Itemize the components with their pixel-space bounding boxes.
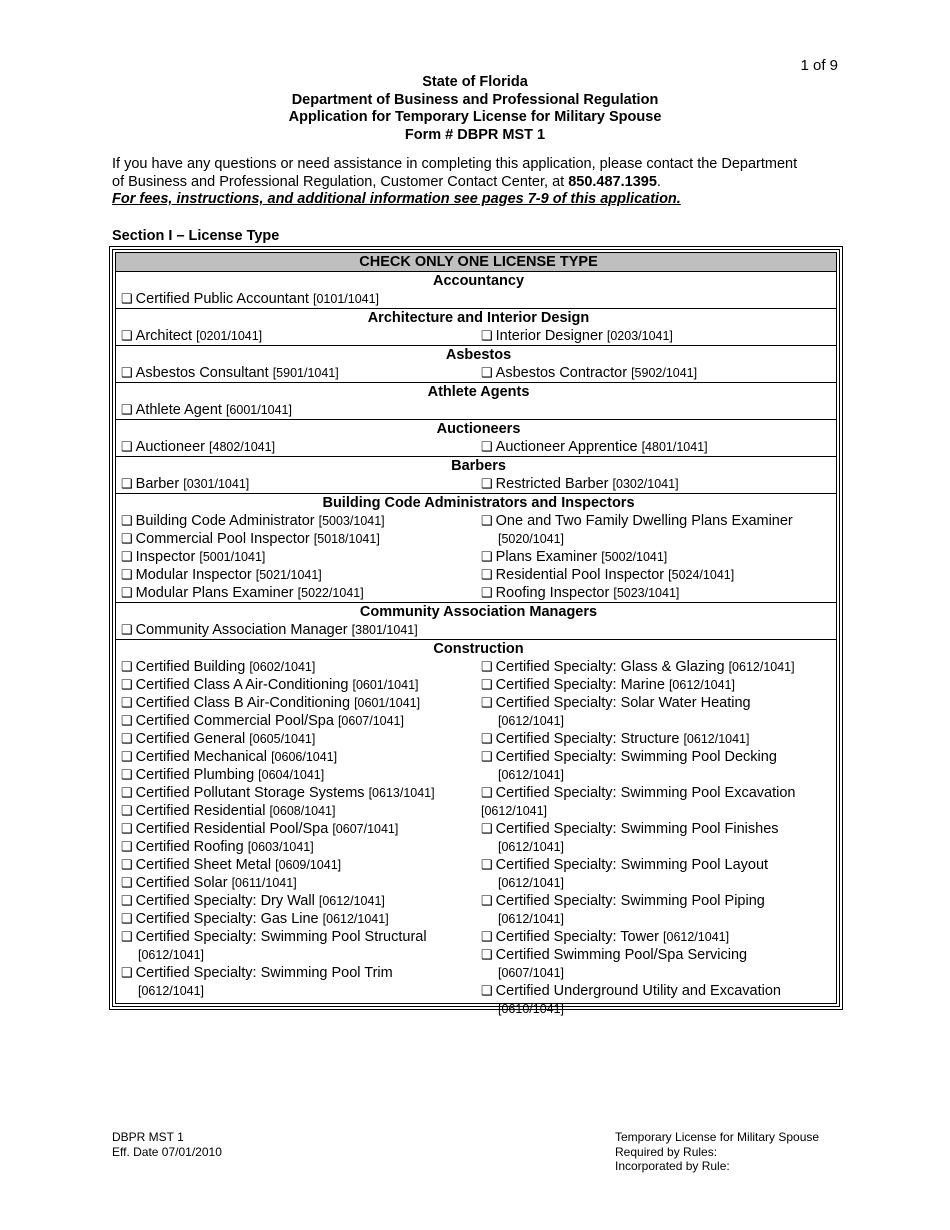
license-option[interactable]	[121, 548, 476, 566]
header-form-number: Form # DBPR MST 1	[404, 126, 546, 143]
license-code: [0601/1041]	[354, 696, 421, 710]
license-type-box	[109, 246, 843, 1016]
category-title: Construction	[116, 640, 836, 659]
license-option-label: Certified Specialty: Structure	[495, 731, 680, 747]
checkbox-icon[interactable]: ❑	[121, 659, 133, 674]
license-option-label: Certified General	[135, 731, 246, 747]
license-code: [0612/1041]	[683, 732, 750, 746]
footer-form-id: DBPR MST 1	[112, 1130, 184, 1144]
license-option-label: Certified Underground Utility and Excavation	[495, 983, 781, 999]
license-option[interactable]	[121, 820, 476, 838]
license-option[interactable]	[121, 401, 476, 419]
license-code: [0608/1041]	[269, 804, 336, 818]
checkbox-icon[interactable]: ❑	[121, 513, 133, 528]
license-option[interactable]	[121, 748, 476, 766]
license-option[interactable]	[481, 892, 836, 928]
right-column	[476, 438, 836, 457]
license-option[interactable]	[481, 327, 836, 345]
license-option-label: Residential Pool Inspector	[495, 567, 665, 583]
checkbox-icon[interactable]: ❑	[121, 893, 133, 908]
license-option[interactable]	[121, 766, 476, 784]
footer-right	[615, 1130, 819, 1174]
checkbox-icon[interactable]: ❑	[481, 659, 493, 674]
license-option[interactable]	[121, 784, 476, 802]
license-option[interactable]	[121, 856, 476, 874]
license-option[interactable]	[481, 856, 836, 892]
license-option[interactable]	[481, 548, 836, 566]
license-option-label: Certified Specialty: Marine	[495, 677, 665, 693]
checkbox-icon[interactable]: ❑	[121, 785, 133, 800]
license-option-label: Certified Swimming Pool/Spa Servicing	[495, 947, 748, 963]
left-column	[116, 401, 476, 420]
license-option-label: Commercial Pool Inspector	[135, 531, 310, 547]
license-code: [5020/1041]	[498, 532, 565, 546]
left-column	[116, 438, 476, 457]
license-code: [0301/1041]	[183, 477, 250, 491]
license-code: [5003/1041]	[318, 514, 385, 528]
license-option-label: Certified Class B Air-Conditioning	[135, 695, 351, 711]
left-column	[116, 327, 476, 346]
checkbox-icon[interactable]: ❑	[121, 749, 133, 764]
checkbox-icon[interactable]: ❑	[121, 875, 133, 890]
license-option-label: Certified Class A Air-Conditioning	[135, 677, 349, 693]
license-code: [0606/1041]	[271, 750, 338, 764]
checkbox-icon[interactable]: ❑	[121, 328, 133, 343]
license-code: [0611/1041]	[231, 876, 297, 890]
license-option-label: Certified Specialty: Gas Line	[135, 911, 319, 927]
checkbox-icon[interactable]: ❑	[481, 947, 493, 962]
intro-period: .	[656, 173, 661, 190]
right-column	[476, 512, 836, 603]
license-option[interactable]	[121, 712, 476, 730]
license-option-label: Certified Specialty: Swimming Pool Layout	[495, 857, 769, 873]
right-column	[476, 290, 836, 309]
footer-required-rules: Required by Rules:	[615, 1144, 718, 1159]
left-column	[116, 475, 476, 494]
license-code: [3801/1041]	[351, 623, 418, 637]
license-type-table	[116, 253, 836, 1018]
license-code: [0603/1041]	[247, 840, 314, 854]
license-option[interactable]	[121, 730, 476, 748]
fees-note: For fees, instructions, and additional information see pages 7-9 of this application.	[112, 191, 681, 207]
license-code: [5002/1041]	[601, 550, 668, 564]
checkbox-icon[interactable]: ❑	[481, 549, 493, 564]
license-code: [0612/1041]	[318, 894, 385, 908]
license-option-label: Certified Specialty: Swimming Pool Piping	[495, 893, 765, 909]
footer-incorporated-rule: Incorporated by Rule:	[615, 1159, 730, 1173]
header-department: Department of Business and Professional Regulation	[291, 91, 659, 108]
checkbox-icon[interactable]: ❑	[481, 439, 493, 454]
license-option[interactable]	[121, 566, 476, 584]
checkbox-icon[interactable]: ❑	[481, 857, 493, 872]
category-title: Community Association Managers	[116, 603, 836, 622]
license-option-label: Certified Specialty: Swimming Pool Trim	[135, 965, 393, 981]
license-code: [0612/1041]	[481, 804, 548, 818]
checkbox-icon[interactable]: ❑	[121, 567, 133, 582]
license-code: [5901/1041]	[272, 366, 339, 380]
page-number: 1 of 9	[800, 57, 838, 74]
license-option-label: Certified Specialty: Swimming Pool Finishes	[495, 821, 779, 837]
license-option[interactable]	[121, 838, 476, 856]
license-option[interactable]	[121, 928, 476, 964]
right-column	[476, 401, 836, 420]
license-option-label: Certified Specialty: Glass & Glazing	[495, 659, 725, 675]
license-option[interactable]	[121, 964, 476, 1000]
license-code: [0604/1041]	[258, 768, 325, 782]
license-code: [0201/1041]	[196, 329, 263, 343]
checkbox-icon[interactable]: ❑	[121, 929, 133, 944]
license-code: [0613/1041]	[368, 786, 435, 800]
license-code: [0610/1041]	[498, 1002, 565, 1016]
license-code: [5024/1041]	[668, 568, 735, 582]
license-code: [5001/1041]	[199, 550, 266, 564]
license-code: [0601/1041]	[352, 678, 419, 692]
license-code: [0612/1041]	[138, 948, 205, 962]
checkbox-icon[interactable]: ❑	[121, 585, 133, 600]
license-option-label: Certified Roofing	[135, 839, 244, 855]
checkbox-icon[interactable]: ❑	[481, 893, 493, 908]
license-option[interactable]	[481, 438, 836, 456]
checkbox-icon[interactable]: ❑	[481, 476, 493, 491]
license-code: [0612/1041]	[138, 984, 205, 998]
left-column	[116, 658, 476, 1018]
license-option-label: Plans Examiner	[495, 549, 598, 565]
license-code: [0612/1041]	[498, 912, 565, 926]
left-column	[116, 290, 476, 309]
license-option-label: Building Code Administrator	[135, 513, 315, 529]
left-column	[116, 512, 476, 603]
license-code: [0612/1041]	[728, 660, 795, 674]
license-code: [0203/1041]	[606, 329, 673, 343]
license-option[interactable]	[121, 327, 476, 345]
license-code: [0101/1041]	[312, 292, 380, 306]
category-title: Accountancy	[116, 272, 836, 291]
license-option-label: Auctioneer Apprentice	[495, 439, 638, 455]
license-code: [0302/1041]	[612, 477, 679, 491]
license-code: [0612/1041]	[322, 912, 389, 926]
checkbox-icon[interactable]: ❑	[481, 567, 493, 582]
table-header: CHECK ONLY ONE LICENSE TYPE	[116, 253, 836, 272]
license-option[interactable]	[481, 566, 836, 584]
license-option[interactable]	[121, 892, 476, 910]
license-code: [5022/1041]	[297, 586, 364, 600]
license-option-label: Certified Specialty: Dry Wall	[135, 893, 315, 909]
checkbox-icon[interactable]: ❑	[481, 983, 493, 998]
license-option-label: Certified Specialty: Solar Water Heating	[495, 695, 751, 711]
license-code: [0607/1041]	[332, 822, 399, 836]
license-code: [0612/1041]	[498, 840, 565, 854]
license-option[interactable]	[481, 748, 836, 784]
license-option-label: Community Association Manager	[135, 622, 348, 638]
intro-paragraph	[112, 156, 812, 209]
license-option-label: Modular Plans Examiner	[135, 585, 294, 601]
license-option-label: Certified Specialty: Swimming Pool Decking	[495, 749, 777, 765]
header-state: State of Florida	[422, 74, 528, 90]
license-option[interactable]	[481, 820, 836, 856]
checkbox-icon[interactable]: ❑	[121, 713, 133, 728]
license-code: [0607/1041]	[498, 966, 565, 980]
checkbox-icon[interactable]: ❑	[481, 749, 493, 764]
footer-eff-date: Eff. Date 07/01/2010	[112, 1144, 222, 1159]
checkbox-icon[interactable]: ❑	[121, 439, 133, 454]
license-code: [0605/1041]	[249, 732, 316, 746]
license-option[interactable]	[481, 784, 836, 820]
checkbox-icon[interactable]: ❑	[121, 695, 133, 710]
license-option[interactable]	[121, 584, 476, 602]
license-option-label: Certified Residential Pool/Spa	[135, 821, 329, 837]
license-option[interactable]	[481, 364, 836, 382]
checkbox-icon[interactable]: ❑	[121, 476, 133, 491]
license-option[interactable]	[481, 946, 836, 982]
license-option[interactable]	[121, 290, 476, 308]
checkbox-icon[interactable]: ❑	[481, 785, 493, 800]
license-code: [5018/1041]	[313, 532, 380, 546]
license-code: [4801/1041]	[641, 440, 708, 454]
category-title: Asbestos	[116, 346, 836, 365]
checkbox-icon[interactable]: ❑	[481, 731, 493, 746]
license-option-label: Restricted Barber	[495, 476, 609, 492]
license-option-label: Certified Sheet Metal	[135, 857, 276, 873]
license-option[interactable]	[121, 802, 476, 820]
right-column	[476, 658, 836, 1018]
checkbox-icon[interactable]: ❑	[121, 767, 133, 782]
license-option-label: Athlete Agent	[135, 402, 222, 418]
license-code: [0612/1041]	[663, 930, 730, 944]
license-option[interactable]	[121, 910, 476, 928]
license-option[interactable]	[481, 584, 836, 602]
license-option[interactable]	[481, 928, 836, 946]
checkbox-icon[interactable]: ❑	[121, 531, 133, 546]
license-option-label: Barber	[135, 476, 180, 492]
category-title: Athlete Agents	[116, 383, 836, 402]
left-column	[116, 364, 476, 383]
checkbox-icon[interactable]: ❑	[481, 585, 493, 600]
license-option[interactable]	[481, 475, 836, 493]
checkbox-icon[interactable]: ❑	[121, 857, 133, 872]
category-title: Auctioneers	[116, 420, 836, 439]
license-option[interactable]	[121, 621, 476, 639]
license-option[interactable]	[481, 694, 836, 730]
license-option[interactable]	[481, 658, 836, 676]
checkbox-icon[interactable]: ❑	[121, 803, 133, 818]
license-option-label: Certified Mechanical	[135, 749, 268, 765]
license-option-label: Auctioneer	[135, 439, 205, 455]
checkbox-icon[interactable]: ❑	[481, 328, 493, 343]
license-code: [0602/1041]	[249, 660, 316, 674]
contact-phone: 850.487.1395	[568, 173, 657, 190]
license-code: [0612/1041]	[668, 678, 735, 692]
checkbox-icon[interactable]: ❑	[481, 513, 493, 528]
license-option-label: Asbestos Consultant	[135, 365, 269, 381]
header-application-title: Application for Temporary License for Military Spouse	[288, 109, 662, 125]
checkbox-icon[interactable]: ❑	[121, 821, 133, 836]
license-option[interactable]	[121, 658, 476, 676]
category-title: Architecture and Interior Design	[116, 309, 836, 328]
license-code: [0607/1041]	[337, 714, 404, 728]
checkbox-icon[interactable]: ❑	[481, 677, 493, 692]
license-option[interactable]	[481, 730, 836, 748]
license-option[interactable]	[121, 694, 476, 712]
checkbox-icon[interactable]: ❑	[121, 731, 133, 746]
license-option-label: Inspector	[135, 549, 196, 565]
checkbox-icon[interactable]: ❑	[121, 839, 133, 854]
right-column	[476, 364, 836, 383]
checkbox-icon[interactable]: ❑	[121, 291, 133, 306]
license-option[interactable]	[481, 982, 836, 1018]
license-code: [6001/1041]	[225, 403, 292, 417]
footer-left	[112, 1130, 222, 1159]
license-code: [4802/1041]	[209, 440, 276, 454]
license-option-label: Certified Solar	[135, 875, 228, 891]
intro-text: If you have any questions or need assistance in completing this application, please contact the Department of Business and Professional Regulation, Customer Contact Center, at	[112, 156, 798, 190]
license-option-label: Certified Specialty: Swimming Pool Excavation	[495, 785, 796, 801]
license-option-label: Roofing Inspector	[495, 585, 610, 601]
right-column	[476, 327, 836, 346]
license-option[interactable]	[121, 874, 476, 892]
license-option-label: Certified Residential	[135, 803, 266, 819]
license-option-label: Certified Public Accountant	[135, 291, 309, 307]
checkbox-icon[interactable]: ❑	[481, 365, 493, 380]
license-option-label: Certified Specialty: Swimming Pool Structural	[135, 929, 427, 945]
license-option-label: Certified Specialty: Tower	[495, 929, 659, 945]
license-option-label: Asbestos Contractor	[495, 365, 628, 381]
category-title: Building Code Administrators and Inspectors	[116, 494, 836, 513]
checkbox-icon[interactable]: ❑	[121, 549, 133, 564]
license-option[interactable]	[121, 676, 476, 694]
license-option[interactable]	[121, 364, 476, 382]
right-column	[476, 475, 836, 494]
checkbox-icon[interactable]: ❑	[121, 677, 133, 692]
checkbox-icon[interactable]: ❑	[121, 365, 133, 380]
license-option-label: Interior Designer	[495, 328, 603, 344]
license-option[interactable]	[121, 475, 476, 493]
checkbox-icon[interactable]: ❑	[481, 695, 493, 710]
section-title: Section I – License Type	[112, 228, 280, 244]
form-header	[0, 74, 950, 144]
license-code: [0612/1041]	[498, 768, 565, 782]
checkbox-icon[interactable]: ❑	[121, 402, 133, 417]
license-code: [5023/1041]	[613, 586, 680, 600]
category-title: Barbers	[116, 457, 836, 476]
license-code: [5021/1041]	[255, 568, 322, 582]
license-option-label: Certified Pollutant Storage Systems	[135, 785, 365, 801]
license-option[interactable]	[121, 530, 476, 548]
license-code: [0612/1041]	[498, 876, 565, 890]
license-option[interactable]	[121, 512, 476, 530]
checkbox-icon[interactable]: ❑	[481, 929, 493, 944]
license-code: [0612/1041]	[498, 714, 565, 728]
license-code: [5902/1041]	[631, 366, 698, 380]
license-option-label: Certified Commercial Pool/Spa	[135, 713, 334, 729]
checkbox-icon[interactable]: ❑	[121, 911, 133, 926]
license-option-label: Certified Building	[135, 659, 246, 675]
license-option-label: Architect	[135, 328, 193, 344]
license-option-label: Modular Inspector	[135, 567, 252, 583]
license-option-label: One and Two Family Dwelling Plans Examiner	[495, 513, 793, 529]
license-option[interactable]	[481, 512, 836, 548]
checkbox-icon[interactable]: ❑	[121, 965, 133, 980]
checkbox-icon[interactable]: ❑	[121, 622, 133, 637]
right-column	[476, 621, 836, 640]
checkbox-icon[interactable]: ❑	[481, 821, 493, 836]
license-option-label: Certified Plumbing	[135, 767, 255, 783]
license-option[interactable]	[481, 676, 836, 694]
footer-form-title: Temporary License for Military Spouse	[615, 1130, 820, 1144]
license-option[interactable]	[121, 438, 476, 456]
left-column	[116, 621, 476, 640]
license-code: [0609/1041]	[275, 858, 342, 872]
